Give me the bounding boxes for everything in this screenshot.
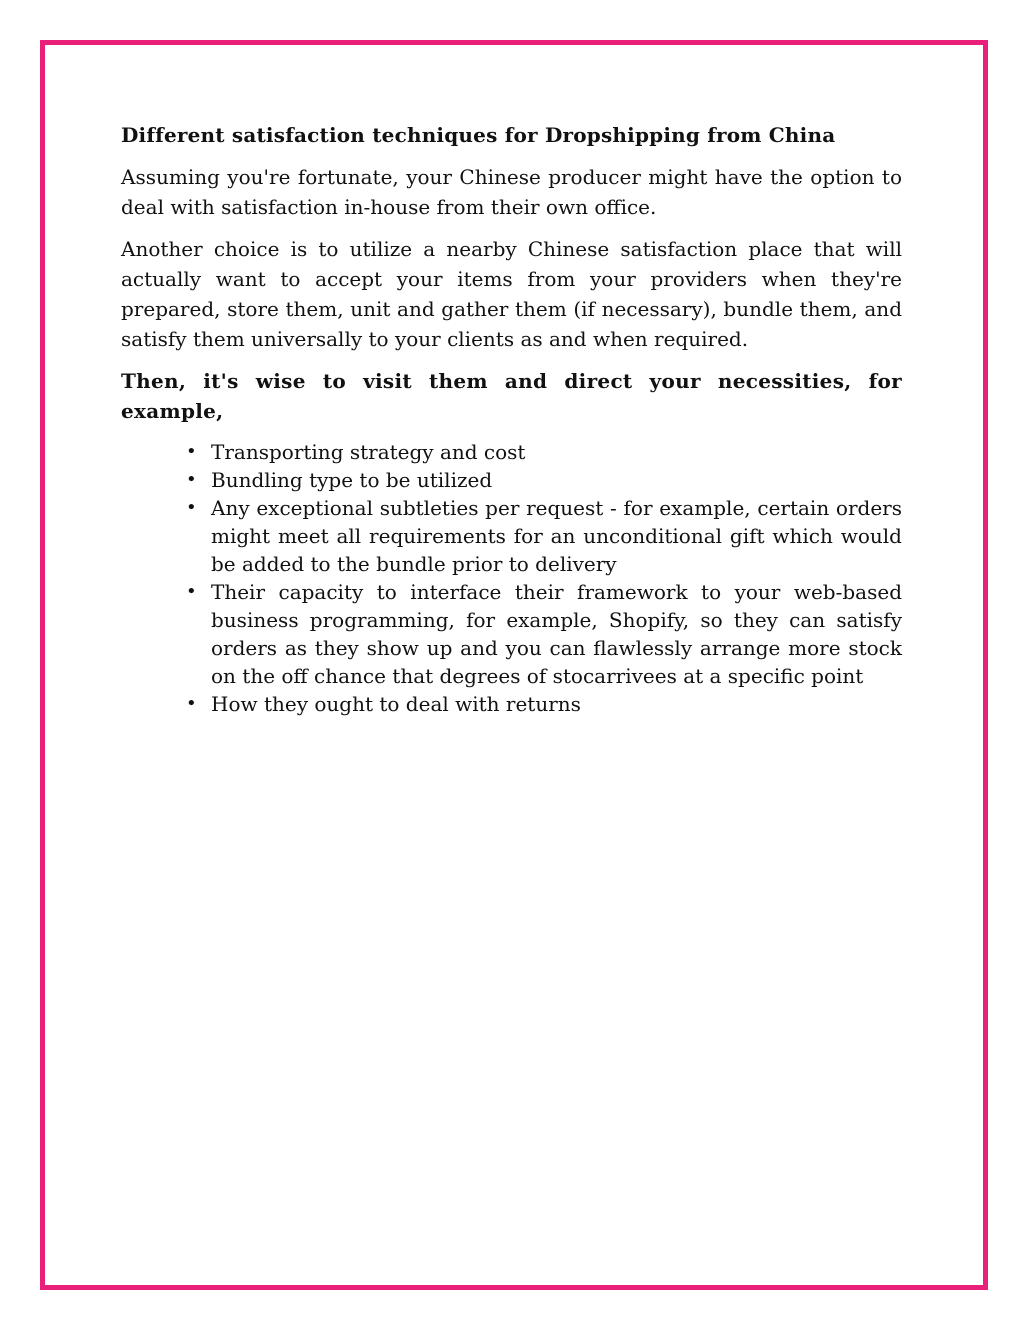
list-item — [186, 466, 902, 494]
paragraph-intro: Assuming you're fortunate, your Chinese producer might have the option to deal with satisfaction in-house from their own office. — [121, 165, 902, 219]
paragraph-fulfillment-center: Another choice is to utilize a nearby Chinese satisfaction place that will actually want to accept your items from your providers when they're prepared, store them, unit and gather them (if necessary), bundle them, and satisfy them universally to your clients as and when required. — [121, 237, 902, 351]
list-item-text: How they ought to deal with returns — [211, 692, 581, 716]
list-item — [186, 690, 902, 718]
bullet-icon: • — [186, 469, 197, 490]
list-item — [186, 578, 902, 690]
section-heading: Different satisfaction techniques for Dropshipping from China — [121, 123, 836, 147]
list-item-text: Transporting strategy and cost — [211, 440, 526, 464]
bullet-icon: • — [186, 693, 197, 714]
bullet-icon: • — [186, 441, 197, 462]
bullet-icon: • — [186, 581, 197, 602]
list-item — [186, 438, 902, 466]
list-item-text: Their capacity to interface their framework to your web-based business programming, for example, Shopify, so they can satisfy orders as they show up and you can flawlessly arrange more stock on the off chance that degrees of stocarrivees at a specific point — [211, 580, 902, 688]
bullet-icon: • — [186, 497, 197, 518]
list-item-text: Bundling type to be utilized — [211, 468, 493, 492]
requirements-list — [121, 438, 902, 718]
list-item-text: Any exceptional subtleties per request - for example, certain orders might meet all requirements for an unconditional gift which would be added to the bundle prior to delivery — [211, 496, 902, 576]
list-item — [186, 494, 902, 578]
lead-in-bold: Then, it's wise to visit them and direct your necessities, for example, — [121, 369, 902, 423]
document-content — [121, 120, 902, 718]
